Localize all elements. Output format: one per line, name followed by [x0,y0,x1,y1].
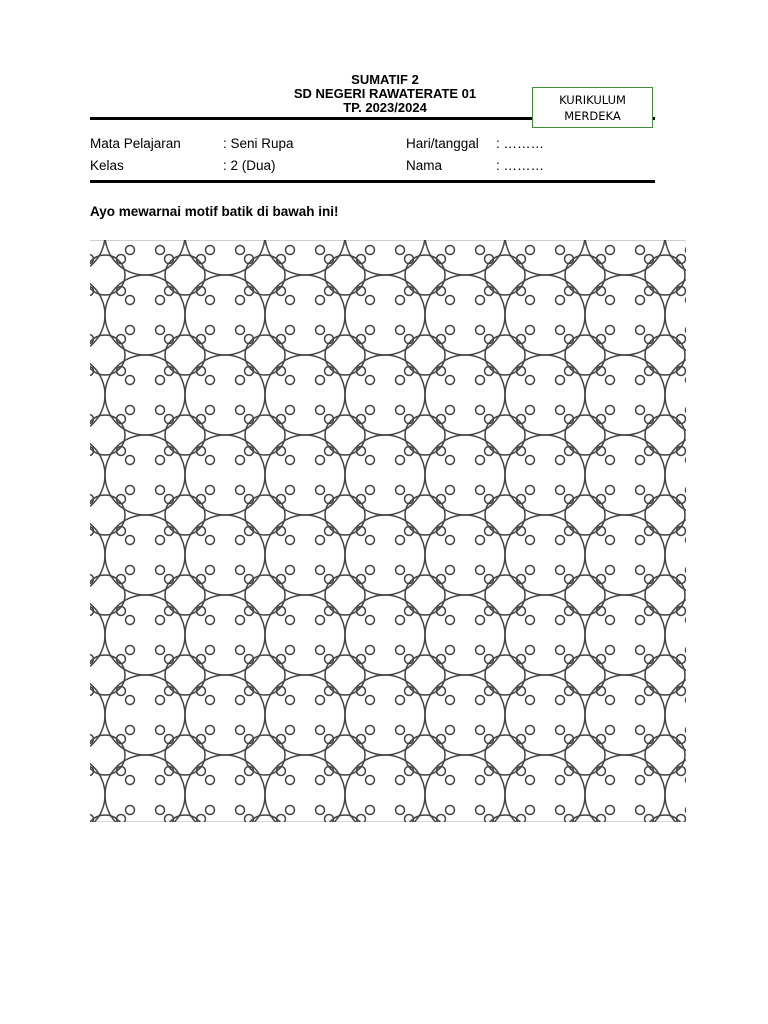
title-line-1: SUMATIF 2 [351,72,419,87]
title-line-3: TP. 2023/2024 [343,100,427,115]
instruction-text: Ayo mewarnai motif batik di bawah ini! [90,204,339,219]
subject-label: Mata Pelajaran [90,136,181,151]
curriculum-badge [532,87,653,128]
name-label: Nama [406,158,443,173]
name-value: : ……… [496,158,545,173]
badge-line-2: MERDEKA [564,108,621,123]
date-value: : ……… [496,136,545,151]
subject-value: : Seni Rupa [223,136,294,151]
batik-coloring-pattern [90,240,686,822]
date-label: Hari/tanggal [406,136,479,151]
class-label: Kelas [90,158,124,173]
badge-line-1: KURIKULUM [559,92,626,107]
bottom-rule [90,180,655,183]
title-line-2: SD NEGERI RAWATERATE 01 [293,86,477,101]
class-value: : 2 (Dua) [223,158,276,173]
